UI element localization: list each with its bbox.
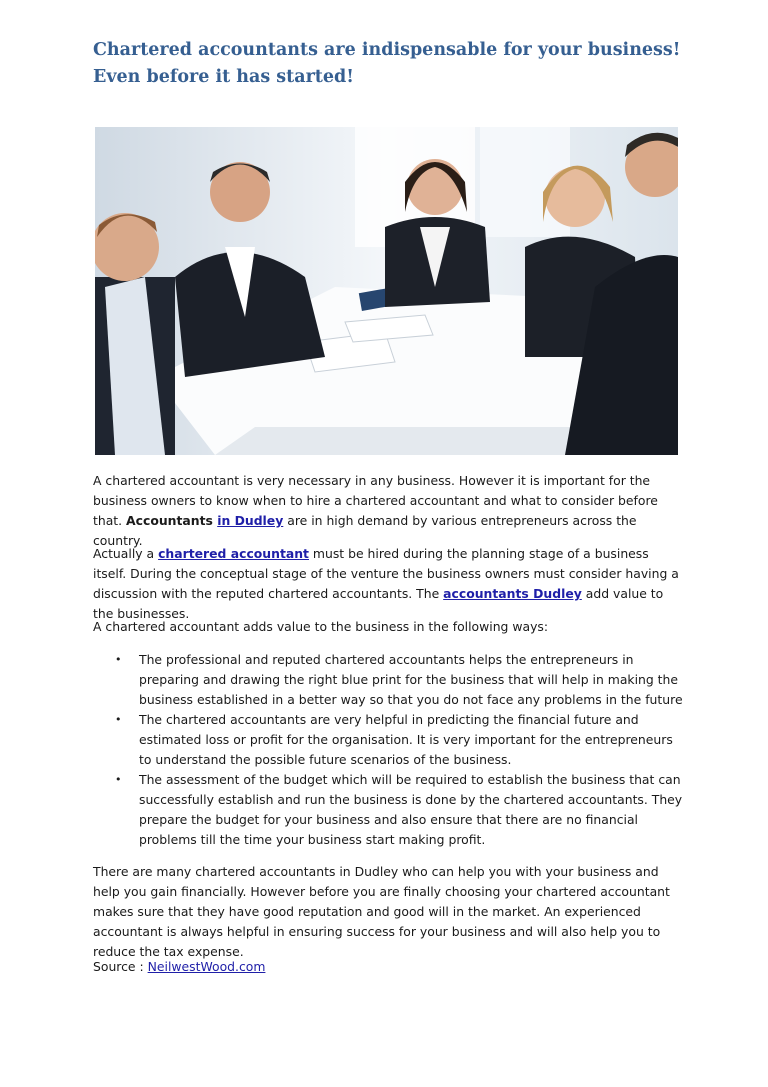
link-chartered-accountant[interactable]: chartered accountant	[158, 546, 309, 561]
bullet-icon: •	[115, 653, 122, 666]
source-link[interactable]: NeilwestWood.com	[147, 959, 266, 974]
value-list	[93, 650, 683, 850]
list-item	[93, 650, 683, 710]
intro-text-b: are in high demand by various entrepreneurs across the country.	[93, 513, 637, 548]
planning-text-b: must be hired during the planning stage of a business itself. During the conceptual stage of the venture the business owners must consider having a discussion with the reputed chartered accountants. The	[93, 546, 679, 601]
list-item-text: The chartered accountants are very helpful in predicting the financial future and estimated loss or profit for the organisation. It is very important for the entrepreneurs to understand the possible future scenarios of the business.	[139, 712, 673, 767]
planning-paragraph	[93, 544, 683, 624]
link-accountants-in-dudley[interactable]: in Dudley	[217, 513, 284, 528]
photo-illustration	[95, 127, 678, 455]
bullet-icon: •	[115, 773, 122, 786]
list-item	[93, 770, 683, 850]
list-item	[93, 710, 683, 770]
list-item-text: The professional and reputed chartered accountants helps the entrepreneurs in preparing and drawing the right blue print for the business that will help in making the business established in a better way so that you do not face any problems in the future	[139, 652, 683, 707]
planning-text-a: Actually a	[93, 546, 159, 561]
link-accountants-dudley[interactable]: accountants Dudley	[443, 586, 582, 601]
source-label: Source :	[93, 959, 148, 974]
business-meeting-photo	[95, 127, 678, 455]
intro-paragraph	[93, 471, 683, 551]
list-item-text: The assessment of the budget which will be required to establish the business that can successfully establish and run the business is done by the chartered accountants. They prepare the budget for your business and also ensure that there are no financial problems till the time your business start making profit.	[139, 772, 683, 847]
list-intro-paragraph: A chartered accountant adds value to the business in the following ways:	[93, 619, 549, 634]
closing-paragraph: There are many chartered accountants in Dudley who can help you with your business and help you gain financially. However before you are finally choosing your chartered accountant makes sure that they have good reputation and good will in the market. An experienced accountant is always helpful in ensuring success for your business and will also help you to reduce the tax expense.	[93, 864, 670, 959]
bullet-icon: •	[115, 713, 122, 726]
document-title: Chartered accountants are indispensable for your business! Even before it has started!	[93, 40, 681, 87]
planning-text-c: add value to the businesses.	[93, 586, 664, 621]
intro-bold-text: Accountants	[126, 513, 218, 528]
source-line	[93, 957, 683, 977]
intro-text-a: A chartered accountant is very necessary in any business. However it is important for the business owners to know when to hire a chartered accountant and what to consider before that.	[93, 473, 658, 528]
